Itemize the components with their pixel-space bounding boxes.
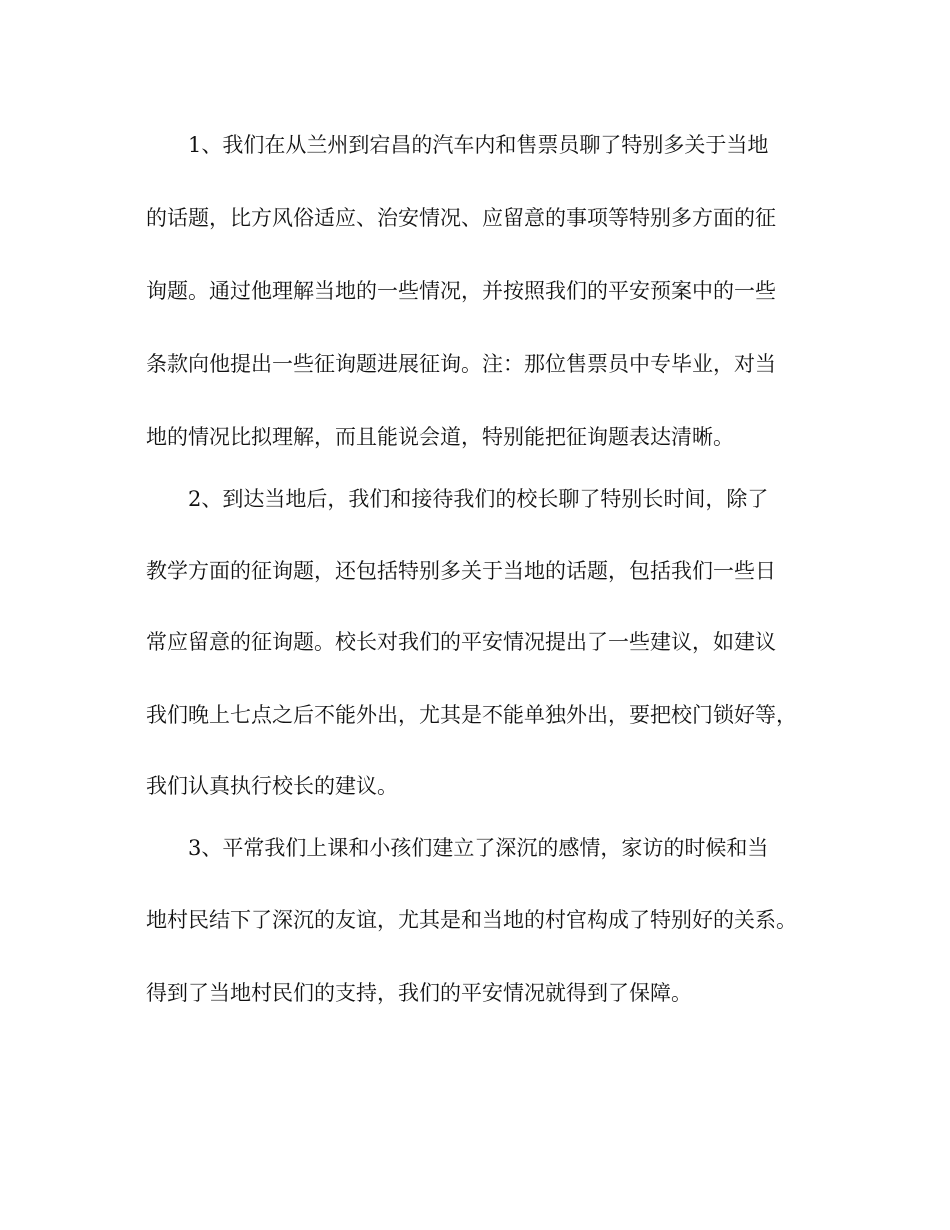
paragraph-2-line-2: 教学方面的征询题，还包括特别多关于当地的话题，包括我们一些日 [146,559,776,583]
paragraph-1-line-5: 地的情况比拟理解，而且能说会道，特别能把征询题表达清晰。 [146,425,734,449]
paragraph-1-line-1: 1、我们在从兰州到宕昌的汽车内和售票员聊了特别多关于当地 [188,133,769,157]
paragraph-2-line-5: 我们认真执行校长的建议。 [146,774,398,798]
paragraph-3-line-2: 地村民结下了深沉的友谊，尤其是和当地的村官构成了特别好的关系。 [146,908,797,932]
paragraph-1-line-3: 询题。通过他理解当地的一些情况，并按照我们的平安预案中的一些 [146,279,776,303]
paragraph-2-line-4: 我们晚上七点之后不能外出，尤其是不能单独外出，要把校门锁好等， [146,703,797,727]
paragraph-1-line-2: 的话题，比方风俗适应、治安情况、应留意的事项等特别多方面的征 [146,206,776,230]
paragraph-3-line-3: 得到了当地村民们的支持，我们的平安情况就得到了保障。 [146,981,692,1005]
paragraph-3-line-1: 3、平常我们上课和小孩们建立了深沉的感情，家访的时候和当 [188,836,769,860]
paragraph-2-line-3: 常应留意的征询题。校长对我们的平安情况提出了一些建议，如建议 [146,630,776,654]
paragraph-2-line-1: 2、到达当地后，我们和接待我们的校长聊了特别长时间，除了 [188,487,769,511]
paragraph-1-line-4: 条款向他提出一些征询题进展征询。注：那位售票员中专毕业，对当 [146,352,776,376]
